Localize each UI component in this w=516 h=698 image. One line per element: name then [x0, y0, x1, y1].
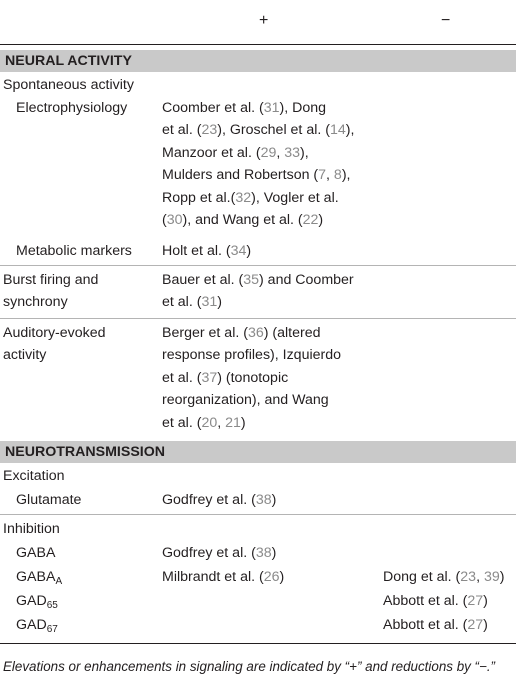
table-header: [0, 0, 516, 44]
row-separator: [0, 265, 516, 266]
section-neural-activity: NEURAL ACTIVITY: [0, 50, 516, 72]
ref-line: response profiles), Izquierdo: [162, 347, 342, 364]
row-separator: [0, 514, 516, 515]
reference-number[interactable]: 38: [255, 492, 272, 508]
label-electrophysiology: Electrophysiology: [16, 100, 128, 116]
ref-line: Mulders and Robertson (7, 8),: [162, 167, 351, 184]
reference-number[interactable]: 26: [263, 569, 280, 585]
refs-gaba: [162, 542, 276, 564]
reference-number[interactable]: 29: [260, 144, 277, 161]
reference-number[interactable]: 33: [284, 144, 301, 161]
reference-number[interactable]: 27: [467, 617, 484, 633]
refs-gad65-minus: [383, 590, 488, 612]
label-gad65: $GAD_{65}$: [16, 593, 58, 611]
ref-line: Dong et al. (23, 39): [383, 569, 505, 585]
ref-line: et al. (31): [162, 294, 222, 311]
ref-line: et al. (37) (tonotopic: [162, 369, 289, 386]
section-neurotransmission: NEUROTRANSMISSION: [0, 441, 516, 463]
ref-line: Berger et al. (36) (altered: [162, 325, 321, 341]
label-excitation: Excitation: [3, 468, 65, 484]
ref-line: et al. (23), Groschel et al. (14),: [162, 122, 355, 139]
reference-number[interactable]: 31: [201, 294, 218, 311]
refs-electrophysiology: [162, 97, 354, 231]
reference-number[interactable]: 31: [263, 100, 280, 116]
refs-gaba-a-minus: [383, 566, 504, 588]
reference-number[interactable]: 36: [247, 325, 264, 341]
refs-metabolic-markers: [162, 240, 251, 262]
reference-number[interactable]: 35: [243, 272, 260, 288]
reference-number[interactable]: 37: [201, 369, 218, 386]
label-glutamate: Glutamate: [16, 492, 82, 508]
reference-number[interactable]: 23: [460, 569, 477, 585]
label-gaba-a: $GABA_A$: [16, 569, 63, 587]
bottom-rule: [0, 643, 516, 644]
ref-line: Godfrey et al. (38): [162, 545, 277, 561]
reference-number[interactable]: 39: [483, 569, 500, 585]
ref-line: Godfrey et al. (38): [162, 492, 277, 508]
label-auditory-evoked: Auditory-evoked activity: [3, 325, 106, 364]
refs-auditory-evoked: [162, 322, 341, 434]
ref-line: Ropp et al.(32), Vogler et al.: [162, 189, 339, 206]
table-footnote: Elevations or enhancements in signaling are indicated by “+” and reductions by “−.”: [3, 659, 496, 674]
label-inhibition: Inhibition: [3, 521, 60, 537]
refs-gad67-minus: [383, 614, 488, 636]
reference-number[interactable]: 22: [302, 212, 319, 229]
reference-number[interactable]: 30: [166, 212, 183, 229]
reference-number[interactable]: 8: [333, 167, 342, 184]
reference-number[interactable]: 23: [201, 122, 218, 139]
label-spontaneous-activity: Spontaneous activity: [3, 77, 134, 93]
label-gaba: GABA: [16, 545, 56, 561]
ref-line: (30), and Wang et al. (22): [162, 212, 324, 229]
refs-burst-firing: [162, 269, 354, 314]
ref-line: Abbott et al. (27): [383, 617, 488, 633]
reference-number[interactable]: 14: [329, 122, 346, 139]
label-gad67: $GAD_{67}$: [16, 617, 58, 635]
reference-number[interactable]: 38: [255, 545, 272, 561]
top-rule: [0, 44, 516, 45]
reference-number[interactable]: 20: [201, 414, 218, 431]
reference-number[interactable]: 34: [230, 243, 247, 259]
refs-gaba-a-plus: [162, 566, 284, 588]
ref-line: Holt et al. (34): [162, 243, 252, 259]
reference-number[interactable]: 21: [225, 414, 241, 431]
column-header-minus: −: [441, 12, 451, 29]
refs-glutamate: [162, 489, 276, 511]
ref-line: Manzoor et al. (29, 33),: [162, 144, 309, 161]
ref-line: Abbott et al. (27): [383, 593, 488, 609]
row-separator: [0, 318, 516, 319]
reference-number[interactable]: 27: [467, 593, 484, 609]
reference-number[interactable]: 32: [235, 189, 252, 206]
label-burst-firing: Burst firing and synchrony: [3, 272, 99, 311]
column-header-plus: +: [259, 12, 269, 29]
ref-line: Coomber et al. (31), Dong: [162, 100, 327, 116]
ref-line: reorganization), and Wang: [162, 392, 329, 409]
ref-line: Bauer et al. (35) and Coomber: [162, 272, 354, 288]
ref-line: Milbrandt et al. (26): [162, 569, 285, 585]
label-metabolic-markers: Metabolic markers: [16, 243, 132, 259]
ref-line: et al. (20, 21): [162, 414, 246, 431]
reference-number[interactable]: 7: [318, 167, 327, 184]
